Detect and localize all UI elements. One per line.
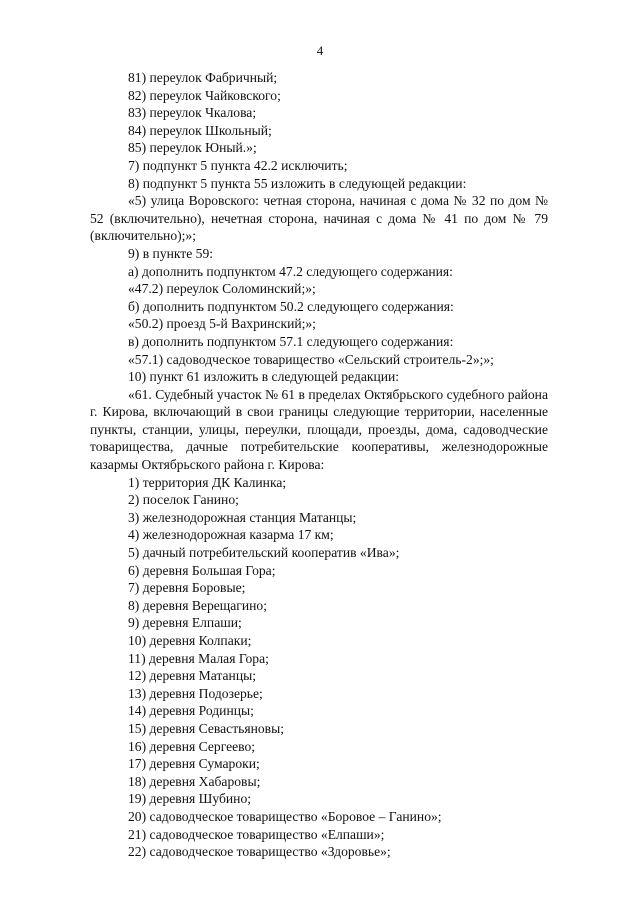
- paragraph: «5) улица Воровского: четная сторона, начиная с дома № 32 по дом № 52 (включительно), нечетная сторона, начиная с дома № 41 по дом № 79 (включительно);»;: [90, 193, 548, 244]
- list-item: 84) переулок Школьный;: [128, 122, 272, 138]
- list-item: 2) поселок Ганино;: [128, 492, 239, 508]
- list-item: 14) деревня Родинцы;: [128, 703, 254, 719]
- list-item: 16) деревня Сергеево;: [128, 738, 256, 754]
- list-item: 4) железнодорожная казарма 17 км;: [128, 527, 334, 543]
- paragraph: 10) пункт 61 изложить в следующей редакции:: [128, 369, 400, 385]
- paragraph: б) дополнить подпунктом 50.2 следующего содержания:: [128, 298, 454, 314]
- list-item: 21) садоводческое товарищество «Елпаши»;: [128, 826, 385, 842]
- list-item: 22) садоводческое товарищество «Здоровье»;: [128, 844, 391, 860]
- list-item: 1) территория ДК Калинка;: [128, 474, 287, 490]
- paragraph: «57.1) садоводческое товарищество «Сельский строитель-2»;»;: [128, 351, 494, 367]
- list-item: 11) деревня Малая Гора;: [128, 650, 269, 666]
- list-item: 6) деревня Большая Гора;: [128, 562, 276, 578]
- list-item: 15) деревня Севастьяновы;: [128, 720, 285, 736]
- list-item: 3) железнодорожная станция Матанцы;: [128, 509, 357, 525]
- list-item: 83) переулок Чкалова;: [128, 105, 257, 121]
- list-item: 7) деревня Боровые;: [128, 580, 246, 596]
- page-number: 4: [316, 43, 324, 58]
- paragraph: в) дополнить подпунктом 57.1 следующего содержания:: [128, 333, 454, 349]
- paragraph: «47.2) переулок Соломинский;»;: [128, 281, 316, 297]
- list-item: 18) деревня Хабаровы;: [128, 773, 261, 789]
- list-item: 13) деревня Подозерье;: [128, 685, 263, 701]
- paragraph: «50.2) проезд 5-й Вахринский;»;: [128, 316, 316, 332]
- list-item: 9) деревня Елпаши;: [128, 615, 242, 631]
- list-item: 12) деревня Матанцы;: [128, 668, 257, 684]
- paragraph: «61. Судебный участок № 61 в пределах Октябрьского судебного района г. Кирова, включающий в свои границы следующие территории, населенные пункты, станции, улицы, переулки, площади, проезды, дома, садоводческие товарищества, дачные потребительские кооперативы, железнодорожные казармы Октябрьского района г. Кирова:: [90, 386, 548, 473]
- list-item: 8) деревня Верещагино;: [128, 597, 267, 613]
- list-item: 5) дачный потребительский кооператив «Ива»;: [128, 545, 400, 561]
- list-item: 17) деревня Сумароки;: [128, 756, 260, 772]
- list-item: 85) переулок Юный.»;: [128, 140, 257, 156]
- paragraph: 7) подпункт 5 пункта 42.2 исключить;: [128, 157, 348, 173]
- list-item: 20) садоводческое товарищество «Боровое – Ганино»;: [128, 808, 442, 824]
- document-body: [90, 69, 548, 861]
- paragraph: 9) в пункте 59:: [128, 245, 214, 261]
- paragraph: 8) подпункт 5 пункта 55 изложить в следующей редакции:: [128, 175, 467, 191]
- paragraph: а) дополнить подпунктом 47.2 следующего содержания:: [128, 263, 453, 279]
- list-item: 10) деревня Колпаки;: [128, 633, 252, 648]
- list-item: 81) переулок Фабричный;: [128, 70, 278, 85]
- list-item: 82) переулок Чайковского;: [128, 87, 281, 103]
- list-item: 19) деревня Шубино;: [128, 791, 252, 807]
